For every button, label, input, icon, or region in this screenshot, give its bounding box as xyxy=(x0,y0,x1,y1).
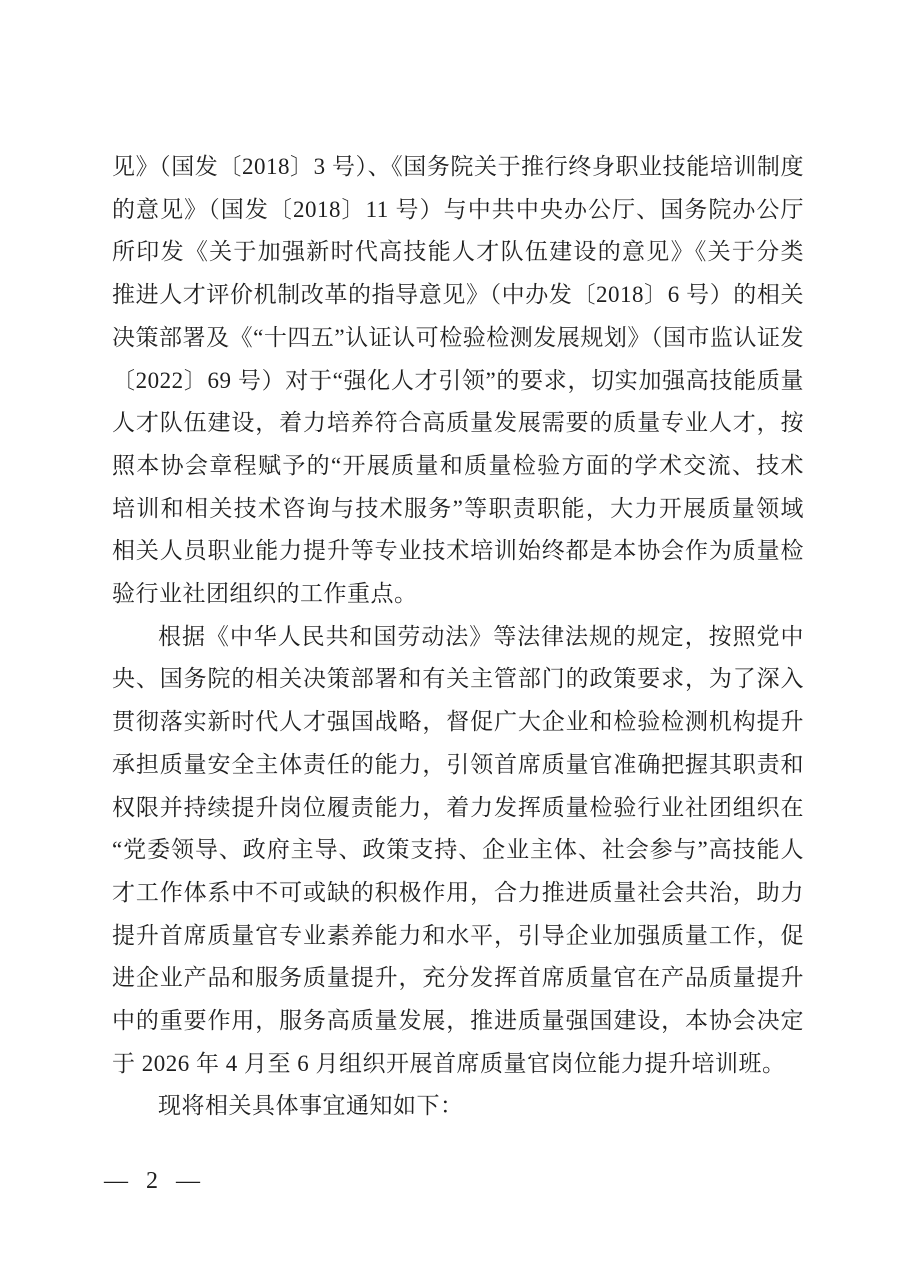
paragraph: 现将相关具体事宜通知如下： xyxy=(158,1093,464,1119)
paragraph-continued: 见》（国发〔2018〕3 号）、《国务院关于推行终身职业技能培训制度的意见》（国发〔2018〕11 号）与中共中央办公厅、国务院办公厅所印发《关于加强新时代高技能人才队伍建设的意见》《关于分类推进人才评价机制改革的指导意见》（中办发〔2018〕6 号）的相关决策部署及《“十四五”认证认可检验检测发展规划》（国市监认证发〔2022〕69 号）对于“强化人才引领”的要求，切实加强高技能质量人才队伍建设，着力培养符合高质量发展需要的质量专业人才，按照本协会章程赋予的“开展质量和质量检验方面的学术交流、技术培训和相关技术咨询与技术服务”等职责职能，大力开展质量领域相关人员职业能力提升等专业技术培训始终都是本协会作为质量检验行业社团组织的工作重点。 xyxy=(112,154,804,607)
paragraph: 根据《中华人民共和国劳动法》等法律法规的规定，按照党中央、国务院的相关决策部署和有关主管部门的政策要求，为了深入贯彻落实新时代人才强国战略，督促广大企业和检验检测机构提升承担质量安全主体责任的能力，引领首席质量官准确把握其职责和权限并持续提升岗位履责能力，着力发挥质量检验行业社团组织在“党委领导、政府主导、政策支持、企业主体、社会参与”高技能人才工作体系中不可或缺的积极作用，合力推进质量社会共治，助力提升首席质量官专业素养能力和水平，引导企业加强质量工作，促进企业产品和服务质量提升，充分发挥首席质量官在产品质量提升中的重要作用，服务高质量发展，推进质量强国建设，本协会决定于 2026 年 4 月至 6 月组织开展首席质量官岗位能力提升培训班。 xyxy=(112,623,804,1076)
page-number: — 2 — xyxy=(104,1168,206,1194)
document-body xyxy=(112,146,804,1128)
